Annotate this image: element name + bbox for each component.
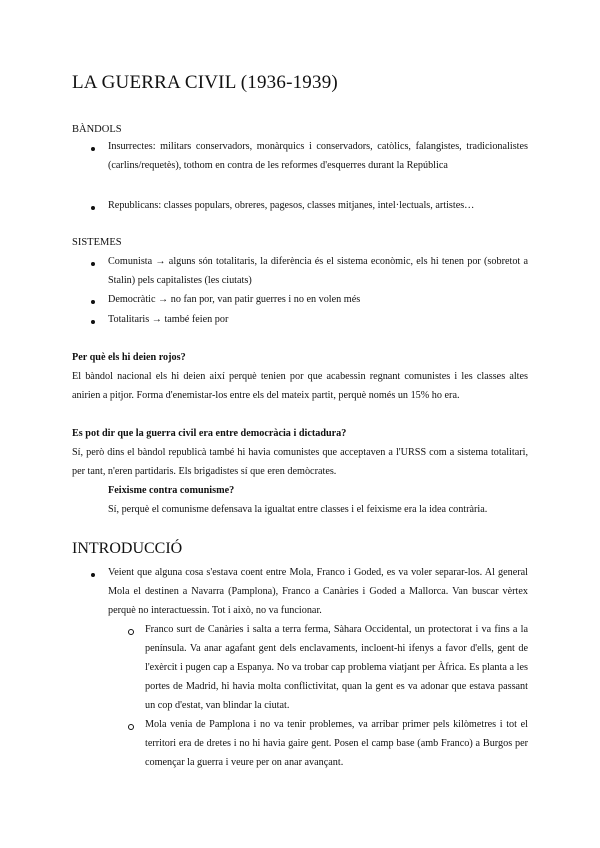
bullet-icon xyxy=(91,147,95,151)
question-rojos: Per què els hi deien rojos? xyxy=(72,352,186,363)
question-democracia-dictadura: Es pot dir que la guerra civil era entre democràcia i dictadura? xyxy=(72,428,347,439)
bullet-icon xyxy=(91,573,95,577)
bullet-icon xyxy=(91,206,95,210)
question-feixisme-comunisme: Feixisme contra comunisme? xyxy=(108,485,235,496)
list-item-totalitaris: Totalitaris → també feien por xyxy=(108,314,229,325)
section-heading-bandols: BÀNDOLS xyxy=(72,124,122,135)
circle-bullet-icon xyxy=(128,629,134,635)
answer-feixisme-comunisme: Sí, perquè el comunisme defensava la igualtat entre classes i el feixisme era la idea contrària. xyxy=(108,504,488,515)
circle-bullet-icon xyxy=(128,724,134,730)
subitem-franco: Franco surt de Canàries i salta a terra ferma, Sàhara Occidental, un protectorat i va fins a la península. Va anar agafant gent dels enclavaments, incloent-hi ifenys a favor d'ells, gent de l'exèrcit i pugen cap a Espanya. No va trobar cap problema viatjant per Àfrica. Es planta a les portes de Madrid, hi havia molta conflictivitat, quan la gent es va adonar que estava passant un cop d'estat, van blindar la ciutat. xyxy=(145,624,528,711)
bullet-icon xyxy=(91,262,95,266)
list-item-comunista: Comunista → alguns són totalitaris, la diferència és el sistema econòmic, els hi tenen por (sobretot a Stalin) pels capitalistes (les ciutats) xyxy=(108,256,528,286)
section-heading-sistemes: SISTEMES xyxy=(72,237,122,248)
bullet-icon xyxy=(91,300,95,304)
bullet-icon xyxy=(91,320,95,324)
subitem-mola: Mola venia de Pamplona i no va tenir problemes, va arribar primer pels kilòmetres i tot el territori era de dretes i no hi havia gaire gent. Posen el camp base (amb Franco) a Burgos per començar la guerra i veure per on anar avançant. xyxy=(145,719,528,768)
section-heading-introduccio: INTRODUCCIÓ xyxy=(72,540,183,557)
answer-democracia-dictadura: Sí, però dins el bàndol republicà també hi havia comunistes que acceptaven a l'URSS com a sistema totalitari, per tant, n'eren partidaris. Els brigadistes sí que eren demòcrates. xyxy=(72,447,528,477)
list-item-democratic: Democràtic → no fan por, van patir guerres i no en volen més xyxy=(108,294,361,305)
list-item-intro: Veient que alguna cosa s'estava coent entre Mola, Franco i Goded, es va voler separar-los. Al general Mola el destinen a Navarra (Pamplona), Franco a Canàries i Goded a Mallorca. Van buscar vèrtex perquè no interactuessin. Tot i això, no va funcionar. xyxy=(108,567,528,616)
list-item-insurrectes: Insurrectes: militars conservadors, monàrquics i conservadors, catòlics, falangistes, tradicionalistes (carlins/requetès), tothom en contra de les reformes d'esquerres durant la República xyxy=(108,141,528,171)
answer-rojos: El bàndol nacional els hi deien així perquè tenien por que acabessin regnant comunistes i les classes altes anirien a pitjor. Forma d'enemistar-los entre els del mateix partit, perquè només un 15% ho era. xyxy=(72,371,528,401)
list-item-republicans: Republicans: classes populars, obreres, pagesos, classes mitjanes, intel·lectuals, artistes… xyxy=(108,200,475,211)
page-title: LA GUERRA CIVIL (1936-1939) xyxy=(72,72,338,93)
